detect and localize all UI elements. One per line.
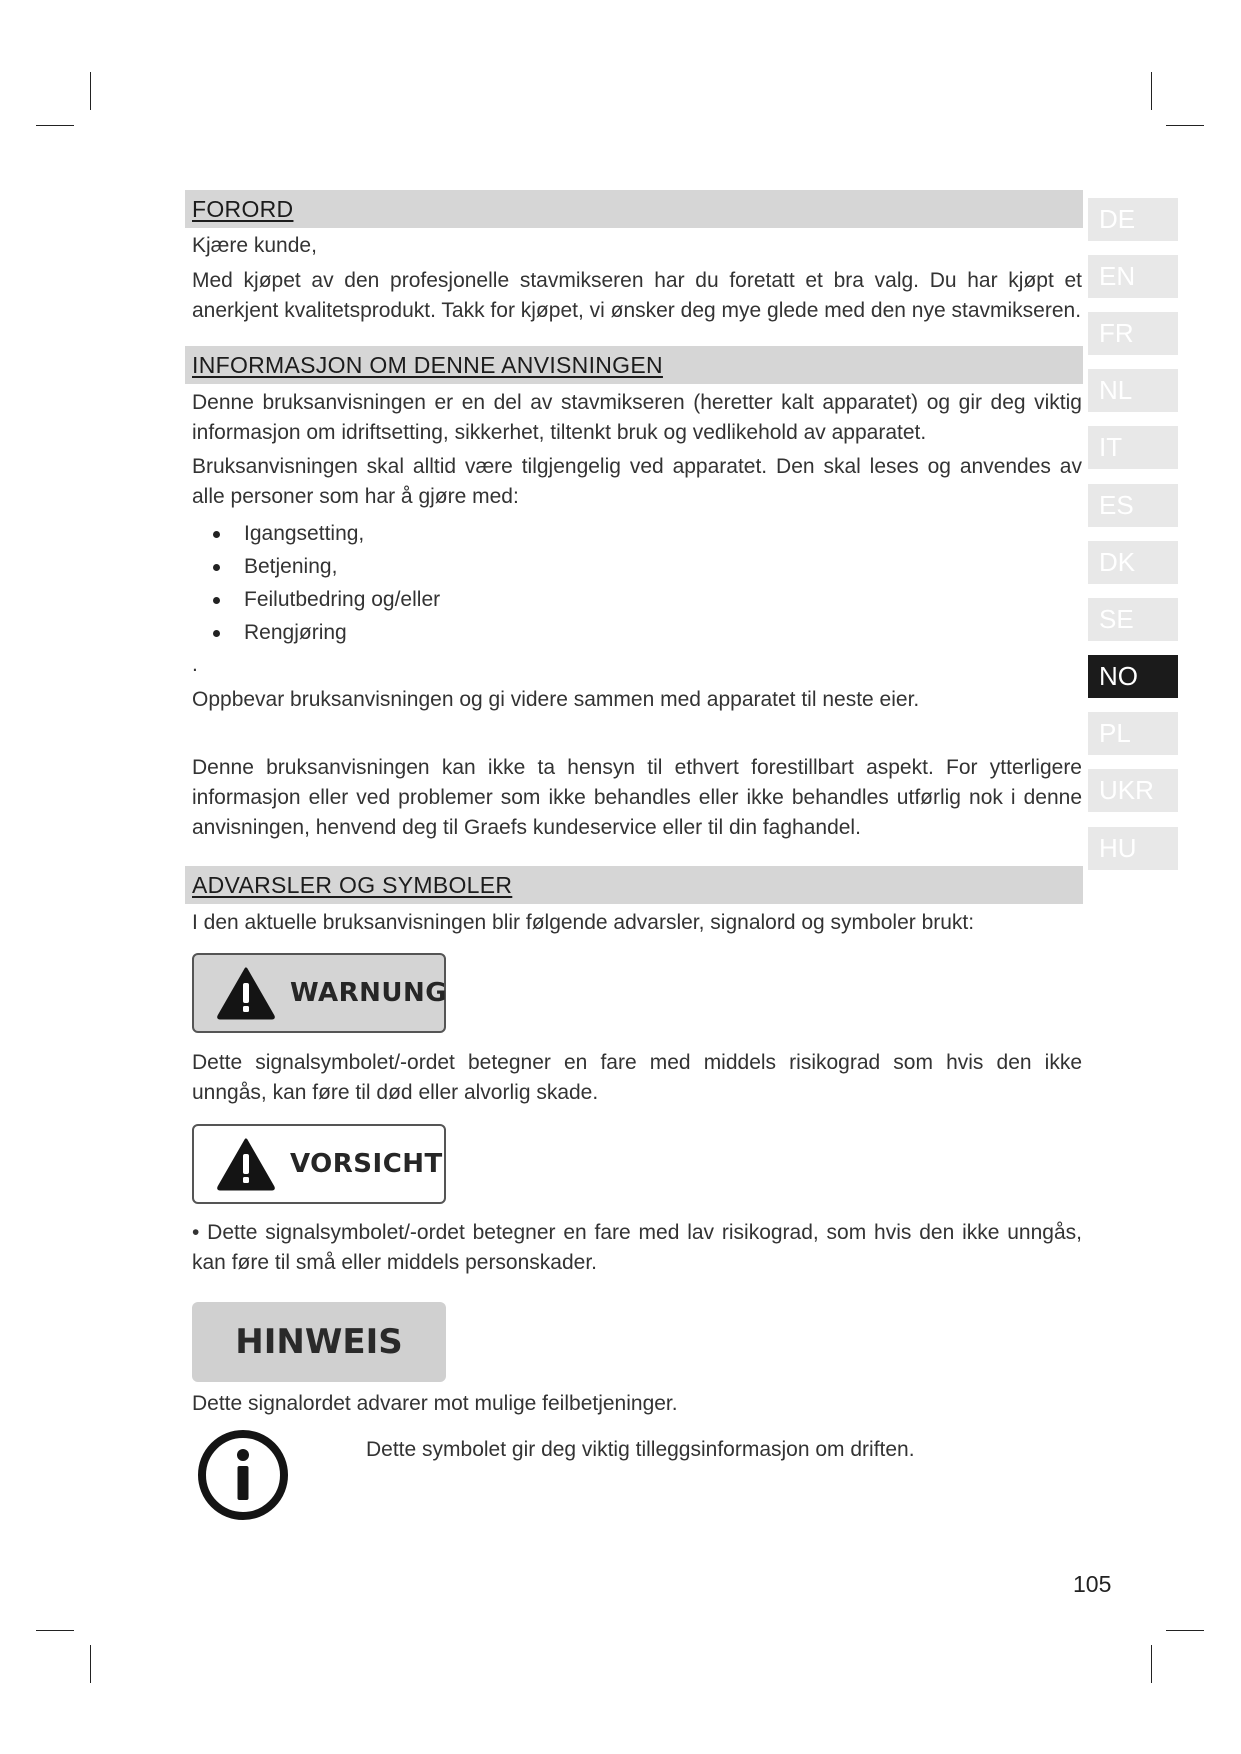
- hinweis-description: Dette signalordet advarer mot mulige feilbetjeninger.: [192, 1392, 678, 1415]
- language-tab-es[interactable]: ES: [1088, 484, 1178, 527]
- crop-mark: [1151, 72, 1152, 110]
- warning-triangle-icon: [216, 966, 276, 1020]
- hinweis-sign: HINWEIS: [192, 1302, 446, 1382]
- info-paragraph-4: Denne bruksanvisningen kan ikke ta hensyn til ethvert forestillbart aspekt. For ytterligere informasjon eller ved problemer som ikke behandles eller ikke behandles utførlig nok i denne anvisningen, henvend deg til Graefs kundeservice eller til din faghandel.: [192, 756, 1082, 839]
- crop-mark: [1166, 125, 1204, 126]
- warnung-label: WARNUNG: [290, 978, 448, 1008]
- info-paragraph-3: Oppbevar bruksanvisningen og gi videre sammen med apparatet til neste eier.: [192, 688, 920, 711]
- info-icon: [196, 1428, 290, 1522]
- section-heading-info: INFORMASJON OM DENNE ANVISNINGEN: [185, 346, 1083, 384]
- crop-mark: [1151, 1645, 1152, 1683]
- vorsicht-label: VORSICHT: [290, 1149, 443, 1179]
- greeting-text: Kjære kunde,: [192, 234, 317, 257]
- language-tab-dk[interactable]: DK: [1088, 541, 1178, 584]
- language-tab-se[interactable]: SE: [1088, 598, 1178, 641]
- stray-dot: .: [192, 653, 198, 676]
- warnings-intro: I den aktuelle bruksanvisningen blir følgende advarsler, signalord og symboler brukt:: [192, 911, 975, 934]
- page-number: 105: [1073, 1571, 1112, 1597]
- language-tab-nl[interactable]: NL: [1088, 369, 1178, 412]
- crop-mark: [1166, 1630, 1204, 1631]
- crop-mark: [36, 125, 74, 126]
- language-tab-pl[interactable]: PL: [1088, 712, 1178, 755]
- info-paragraph-1: Denne bruksanvisningen er en del av stavmikseren (heretter kalt apparatet) og gir deg viktig informasjon om idriftsetting, sikkerhet, tiltenkt bruk og vedlikehold av apparatet.: [192, 391, 1082, 444]
- section-heading-warnings: ADVARSLER OG SYMBOLER: [185, 866, 1083, 904]
- warnung-description: Dette signalsymbolet/-ordet betegner en fare med middels risikograd som hvis den ikke unngås, kan føre til død eller alvorlig skade.: [192, 1051, 1082, 1104]
- crop-mark: [36, 1630, 74, 1631]
- forord-paragraph: Med kjøpet av den profesjonelle stavmikseren har du foretatt et bra valg. Du har kjøpt et anerkjent kvalitetsprodukt. Takk for kjøpet, vi ønsker deg mye glede med den nye stavmikseren.: [192, 269, 1082, 322]
- vorsicht-description: • Dette signalsymbolet/-ordet betegner en fare med lav risikograd, som hvis den ikke unngås, kan føre til små eller middels personskader.: [192, 1221, 1082, 1274]
- crop-mark: [90, 1645, 91, 1683]
- language-tab-en[interactable]: EN: [1088, 255, 1178, 298]
- crop-mark: [90, 72, 91, 110]
- section-heading-forord: FORORD: [185, 190, 1083, 228]
- info-symbol-description: Dette symbolet gir deg viktig tilleggsinformasjon om driften.: [366, 1438, 915, 1461]
- language-tab-hu[interactable]: HU: [1088, 827, 1178, 870]
- language-tab-ukr[interactable]: UKR: [1088, 769, 1178, 812]
- list-item: Rengjøring: [192, 616, 440, 649]
- language-tab-de[interactable]: DE: [1088, 198, 1178, 241]
- info-paragraph-2: Bruksanvisningen skal alltid være tilgjengelig ved apparatet. Den skal leses og anvendes av alle personer som har å gjøre med:: [192, 455, 1082, 508]
- language-tab-no[interactable]: NO: [1088, 655, 1178, 698]
- language-tab-fr[interactable]: FR: [1088, 312, 1178, 355]
- warning-triangle-icon: [216, 1137, 276, 1191]
- warnung-sign: [192, 953, 446, 1033]
- list-item: Igangsetting,: [192, 517, 440, 550]
- language-tab-it[interactable]: IT: [1088, 426, 1178, 469]
- list-item: Feilutbedring og/eller: [192, 583, 440, 616]
- vorsicht-sign: [192, 1124, 446, 1204]
- list-item: Betjening,: [192, 550, 440, 583]
- info-bullet-list: [192, 517, 440, 649]
